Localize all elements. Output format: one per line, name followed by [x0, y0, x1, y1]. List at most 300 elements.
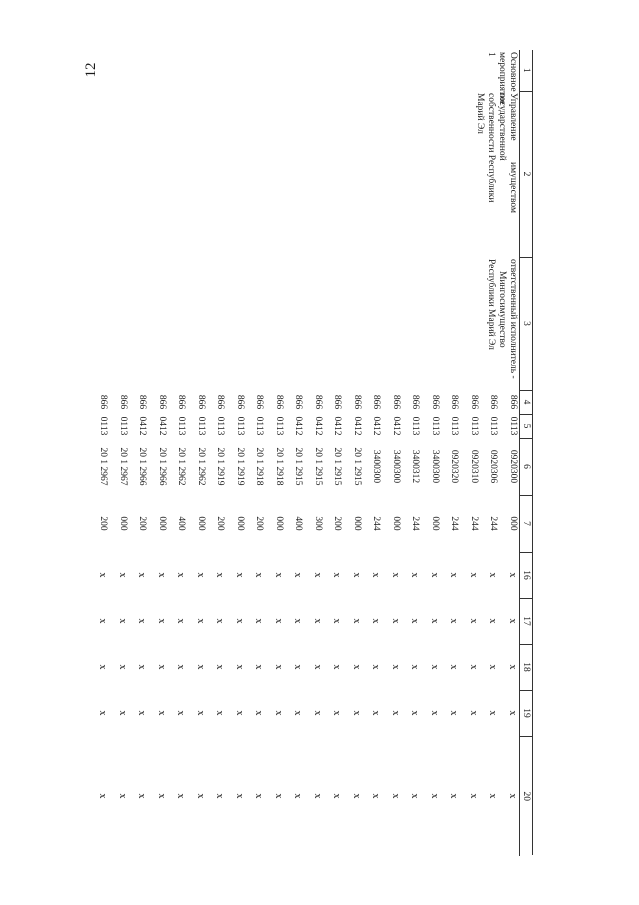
- measure-desc-word: имуществом: [508, 162, 518, 213]
- cell: x: [253, 572, 265, 578]
- table-row: [266, 50, 286, 856]
- cell: x: [429, 793, 440, 799]
- cell: 866: [293, 394, 304, 410]
- cell: x: [214, 572, 226, 578]
- cell: x: [331, 710, 343, 716]
- cell: x: [409, 618, 421, 624]
- empty-cell: [422, 257, 442, 390]
- executor-line: ответственный исполнитель -: [508, 259, 518, 379]
- cell: x: [253, 664, 265, 670]
- cell: 20 1 2918: [274, 447, 284, 486]
- empty-cell: [344, 91, 364, 257]
- cell: x: [136, 618, 148, 624]
- table-row: [129, 50, 149, 856]
- cell: x: [117, 793, 128, 799]
- cell: x: [507, 664, 518, 670]
- cell: x: [390, 793, 401, 799]
- cell: x: [487, 664, 499, 670]
- cell: x: [117, 710, 128, 716]
- cell: x: [312, 618, 323, 624]
- cell: 866: [235, 394, 245, 410]
- empty-cell: [90, 50, 110, 91]
- cell: x: [214, 664, 226, 670]
- empty-cell: [246, 91, 266, 257]
- cell: 866: [352, 394, 362, 410]
- cell: x: [331, 793, 343, 799]
- cell: 0113: [274, 416, 284, 436]
- table-row: [168, 50, 188, 856]
- cell: x: [117, 572, 128, 578]
- cell: x: [195, 710, 206, 716]
- cell: 400: [176, 516, 187, 531]
- cell: 200: [98, 516, 109, 531]
- cell: 20 1 2967: [118, 447, 128, 486]
- empty-cell: [441, 50, 461, 91]
- cell: 000: [430, 516, 440, 531]
- col-header: 3: [520, 257, 534, 390]
- cell: x: [97, 664, 109, 670]
- cell: 0113: [508, 416, 518, 436]
- table-row: [227, 50, 247, 856]
- measure-desc-line: Марий Эл: [475, 93, 485, 134]
- cell: 0113: [176, 416, 187, 436]
- cell: x: [175, 618, 187, 624]
- cell: x: [448, 664, 460, 670]
- empty-cell: [149, 50, 169, 91]
- cell: x: [370, 618, 382, 624]
- empty-cell: [402, 91, 422, 257]
- cell: 244: [449, 516, 460, 531]
- empty-cell: [110, 91, 130, 257]
- cell: x: [487, 710, 499, 716]
- cell: 3400300: [430, 449, 440, 484]
- cell: x: [468, 618, 479, 624]
- cell: x: [429, 664, 440, 670]
- cell: x: [136, 793, 148, 799]
- cell: x: [234, 793, 245, 799]
- cell: x: [331, 664, 343, 670]
- cell: x: [351, 618, 362, 624]
- cell: x: [292, 618, 304, 624]
- empty-cell: [168, 50, 188, 91]
- cell: x: [507, 572, 518, 578]
- empty-cell: [149, 91, 169, 257]
- cell: x: [390, 618, 401, 624]
- cell: x: [136, 710, 148, 716]
- cell: x: [429, 572, 440, 578]
- cell: x: [273, 710, 284, 716]
- cell: 866: [98, 394, 109, 410]
- empty-cell: [227, 257, 247, 390]
- cell: 244: [371, 516, 382, 531]
- cell: 866: [254, 394, 265, 410]
- empty-cell: [324, 50, 344, 91]
- cell: 866: [274, 394, 284, 410]
- cell: x: [117, 664, 128, 670]
- cell: x: [351, 793, 362, 799]
- cell: x: [156, 664, 167, 670]
- empty-cell: [422, 50, 442, 91]
- table-row: [305, 50, 325, 856]
- cell: x: [312, 710, 323, 716]
- cell: 866: [332, 394, 343, 410]
- cell: x: [97, 618, 109, 624]
- cell: 866: [137, 394, 148, 410]
- table-row: [383, 50, 403, 856]
- cell: x: [468, 793, 479, 799]
- cell: 0113: [196, 416, 206, 436]
- cell: 244: [488, 516, 499, 531]
- cell: x: [234, 664, 245, 670]
- executor-line: Республики Марий Эл: [486, 259, 496, 350]
- cell: 200: [137, 516, 148, 531]
- cell: x: [312, 664, 323, 670]
- cell: x: [351, 572, 362, 578]
- cell: x: [136, 572, 148, 578]
- cell: x: [448, 572, 460, 578]
- empty-cell: [266, 257, 286, 390]
- measure-name-line: мероприятие 1: [486, 52, 507, 105]
- cell: x: [448, 710, 460, 716]
- cell: 000: [274, 516, 284, 531]
- cell: 200: [254, 516, 265, 531]
- measure-description-cell: [441, 91, 520, 257]
- cell: x: [370, 572, 382, 578]
- empty-cell: [422, 91, 442, 257]
- cell: x: [409, 664, 421, 670]
- table-row: [344, 50, 364, 856]
- cell: 3400300: [391, 449, 401, 484]
- cell: x: [97, 572, 109, 578]
- cell: 20 1 2915: [293, 447, 304, 486]
- cell: x: [292, 710, 304, 716]
- cell: x: [409, 793, 421, 799]
- cell: x: [234, 572, 245, 578]
- cell: x: [507, 618, 518, 624]
- page-number: 12: [83, 62, 99, 78]
- cell: 866: [157, 394, 167, 410]
- table-row: [500, 50, 520, 856]
- cell: x: [175, 572, 187, 578]
- col-header: 20: [520, 736, 534, 856]
- table-row: [422, 50, 442, 856]
- empty-cell: [129, 91, 149, 257]
- empty-cell: [324, 91, 344, 257]
- cell: x: [292, 793, 304, 799]
- empty-cell: [90, 91, 110, 257]
- empty-cell: [402, 257, 422, 390]
- cell: 866: [469, 394, 479, 410]
- cell: x: [195, 618, 206, 624]
- cell: 866: [196, 394, 206, 410]
- cell: 000: [196, 516, 206, 531]
- cell: 3400300: [371, 449, 382, 484]
- col-header: 19: [520, 690, 534, 736]
- col-header: 4: [520, 390, 534, 414]
- table-row: [363, 50, 383, 856]
- cell: 0412: [371, 416, 382, 436]
- empty-cell: [285, 257, 305, 390]
- empty-cell: [344, 50, 364, 91]
- empty-cell: [324, 257, 344, 390]
- cell: x: [448, 618, 460, 624]
- cell: x: [253, 618, 265, 624]
- empty-cell: [285, 50, 305, 91]
- cell: x: [292, 572, 304, 578]
- cell: 3400312: [410, 449, 421, 484]
- cell: x: [175, 710, 187, 716]
- cell: x: [234, 710, 245, 716]
- cell: x: [409, 710, 421, 716]
- measure-desc-line: собственности Республики: [486, 93, 496, 203]
- cell: 20 1 2918: [254, 447, 265, 486]
- cell: 866: [371, 394, 382, 410]
- cell: 866: [430, 394, 440, 410]
- cell: x: [468, 710, 479, 716]
- cell: 866: [215, 394, 226, 410]
- cell: x: [234, 618, 245, 624]
- cell: 000: [118, 516, 128, 531]
- cell: x: [273, 572, 284, 578]
- cell: 0113: [469, 416, 479, 436]
- cell: x: [390, 572, 401, 578]
- cell: 0113: [235, 416, 245, 436]
- empty-cell: [227, 50, 247, 91]
- cell: 0113: [430, 416, 440, 436]
- cell: 866: [508, 394, 518, 410]
- cell: x: [409, 572, 421, 578]
- cell: x: [175, 664, 187, 670]
- empty-cell: [363, 50, 383, 91]
- empty-cell: [461, 50, 481, 91]
- measure-name-line: Основное: [508, 52, 518, 92]
- cell: x: [156, 793, 167, 799]
- cell: 866: [410, 394, 421, 410]
- col-header: 5: [520, 414, 534, 438]
- cell: 20 1 2915: [332, 447, 343, 486]
- cell: x: [195, 572, 206, 578]
- empty-cell: [266, 91, 286, 257]
- cell: 20 1 2967: [98, 447, 109, 486]
- cell: x: [331, 572, 343, 578]
- empty-cell: [168, 257, 188, 390]
- table-row: [188, 50, 208, 856]
- cell: 20 1 2915: [313, 447, 323, 486]
- empty-cell: [383, 50, 403, 91]
- table-row: [402, 50, 422, 856]
- cell: x: [429, 710, 440, 716]
- empty-cell: [344, 257, 364, 390]
- cell: 866: [391, 394, 401, 410]
- cell: 244: [410, 516, 421, 531]
- col-header: 16: [520, 552, 534, 598]
- cell: x: [136, 664, 148, 670]
- rotated-table-container: [97, 50, 533, 856]
- cell: x: [370, 664, 382, 670]
- cell: x: [351, 664, 362, 670]
- empty-cell: [110, 257, 130, 390]
- measure-desc-line: государственной: [497, 93, 507, 161]
- cell: x: [214, 710, 226, 716]
- table-row: [207, 50, 227, 856]
- empty-cell: [129, 257, 149, 390]
- cell: x: [117, 618, 128, 624]
- cell: 000: [157, 516, 167, 531]
- budget-table: [90, 50, 533, 856]
- cell: 866: [313, 394, 323, 410]
- table-row: [246, 50, 266, 856]
- cell: 0412: [313, 416, 323, 436]
- cell: 200: [215, 516, 226, 531]
- cell: 0113: [449, 416, 460, 436]
- cell: x: [97, 710, 109, 716]
- cell: 866: [176, 394, 187, 410]
- empty-cell: [402, 50, 422, 91]
- cell: 20 1 2966: [157, 447, 167, 486]
- table-row: [285, 50, 305, 856]
- empty-cell: [285, 91, 305, 257]
- col-header: 2: [520, 91, 534, 257]
- cell: 20 1 2919: [235, 447, 245, 486]
- empty-cell: [207, 257, 227, 390]
- empty-cell: [441, 257, 461, 390]
- cell: 0412: [391, 416, 401, 436]
- cell: x: [253, 793, 265, 799]
- cell: 0920310: [469, 449, 479, 484]
- cell: 0412: [352, 416, 362, 436]
- cell: 0920320: [449, 449, 460, 484]
- cell: 000: [391, 516, 401, 531]
- cell: x: [214, 618, 226, 624]
- table-row: [149, 50, 169, 856]
- cell: x: [97, 793, 109, 799]
- col-header: 17: [520, 598, 534, 644]
- cell: x: [390, 710, 401, 716]
- cell: 000: [352, 516, 362, 531]
- cell: 20 1 2962: [196, 447, 206, 486]
- cell: x: [370, 793, 382, 799]
- cell: x: [273, 793, 284, 799]
- cell: x: [156, 572, 167, 578]
- cell: 0920300: [508, 449, 518, 484]
- cell: x: [487, 793, 499, 799]
- cell: 866: [118, 394, 128, 410]
- cell: x: [351, 710, 362, 716]
- cell: x: [507, 710, 518, 716]
- empty-cell: [227, 91, 247, 257]
- cell: 200: [332, 516, 343, 531]
- cell: 866: [449, 394, 460, 410]
- header-row: [520, 50, 534, 856]
- table-row: [110, 50, 130, 856]
- empty-cell: [188, 91, 208, 257]
- cell: x: [487, 572, 499, 578]
- table-row: [90, 50, 110, 856]
- cell: x: [448, 793, 460, 799]
- measure-name-cell: [480, 50, 520, 105]
- cell: x: [507, 793, 518, 799]
- cell: x: [273, 618, 284, 624]
- empty-cell: [266, 50, 286, 91]
- cell: x: [312, 572, 323, 578]
- cell: x: [175, 793, 187, 799]
- cell: x: [195, 664, 206, 670]
- col-header: 1: [520, 50, 534, 91]
- col-header: 18: [520, 644, 534, 690]
- cell: x: [312, 793, 323, 799]
- cell: 20 1 2915: [352, 447, 362, 486]
- empty-cell: [305, 50, 325, 91]
- cell: 0113: [215, 416, 226, 436]
- cell: x: [273, 664, 284, 670]
- cell: x: [292, 664, 304, 670]
- cell: x: [331, 618, 343, 624]
- cell: 300: [313, 516, 323, 531]
- cell: 244: [469, 516, 479, 531]
- cell: x: [487, 618, 499, 624]
- cell: 0412: [293, 416, 304, 436]
- empty-cell: [383, 257, 403, 390]
- cell: x: [195, 793, 206, 799]
- executor-cell: [461, 257, 520, 390]
- empty-cell: [207, 91, 227, 257]
- cell: 000: [235, 516, 245, 531]
- cell: 866: [488, 394, 499, 410]
- cell: x: [156, 618, 167, 624]
- measure-desc-word: Управление: [508, 93, 518, 141]
- cell: 0412: [332, 416, 343, 436]
- cell: x: [214, 793, 226, 799]
- empty-cell: [363, 257, 383, 390]
- empty-cell: [207, 50, 227, 91]
- cell: 0113: [254, 416, 265, 436]
- cell: 0113: [488, 416, 499, 436]
- empty-cell: [188, 50, 208, 91]
- table-body: [90, 50, 520, 856]
- cell: 0412: [157, 416, 167, 436]
- cell: 0920306: [488, 449, 499, 484]
- cell: 20 1 2919: [215, 447, 226, 486]
- empty-cell: [188, 257, 208, 390]
- cell: 20 1 2962: [176, 447, 187, 486]
- cell: x: [156, 710, 167, 716]
- col-header: 7: [520, 495, 534, 552]
- empty-cell: [129, 50, 149, 91]
- cell: 000: [508, 516, 518, 531]
- cell: 20 1 2966: [137, 447, 148, 486]
- col-header: 6: [520, 438, 534, 495]
- empty-cell: [383, 91, 403, 257]
- cell: 0113: [98, 416, 109, 436]
- empty-cell: [90, 257, 110, 390]
- cell: x: [253, 710, 265, 716]
- cell: x: [468, 572, 479, 578]
- empty-cell: [168, 91, 188, 257]
- cell: 0113: [118, 416, 128, 436]
- table-row: [324, 50, 344, 856]
- empty-cell: [305, 91, 325, 257]
- cell: 0412: [137, 416, 148, 436]
- empty-cell: [246, 50, 266, 91]
- cell: 0113: [410, 416, 421, 436]
- empty-cell: [110, 50, 130, 91]
- empty-cell: [149, 257, 169, 390]
- empty-cell: [246, 257, 266, 390]
- cell: x: [390, 664, 401, 670]
- executor-line: Мингосимущество: [497, 271, 507, 348]
- cell: x: [468, 664, 479, 670]
- cell: 400: [293, 516, 304, 531]
